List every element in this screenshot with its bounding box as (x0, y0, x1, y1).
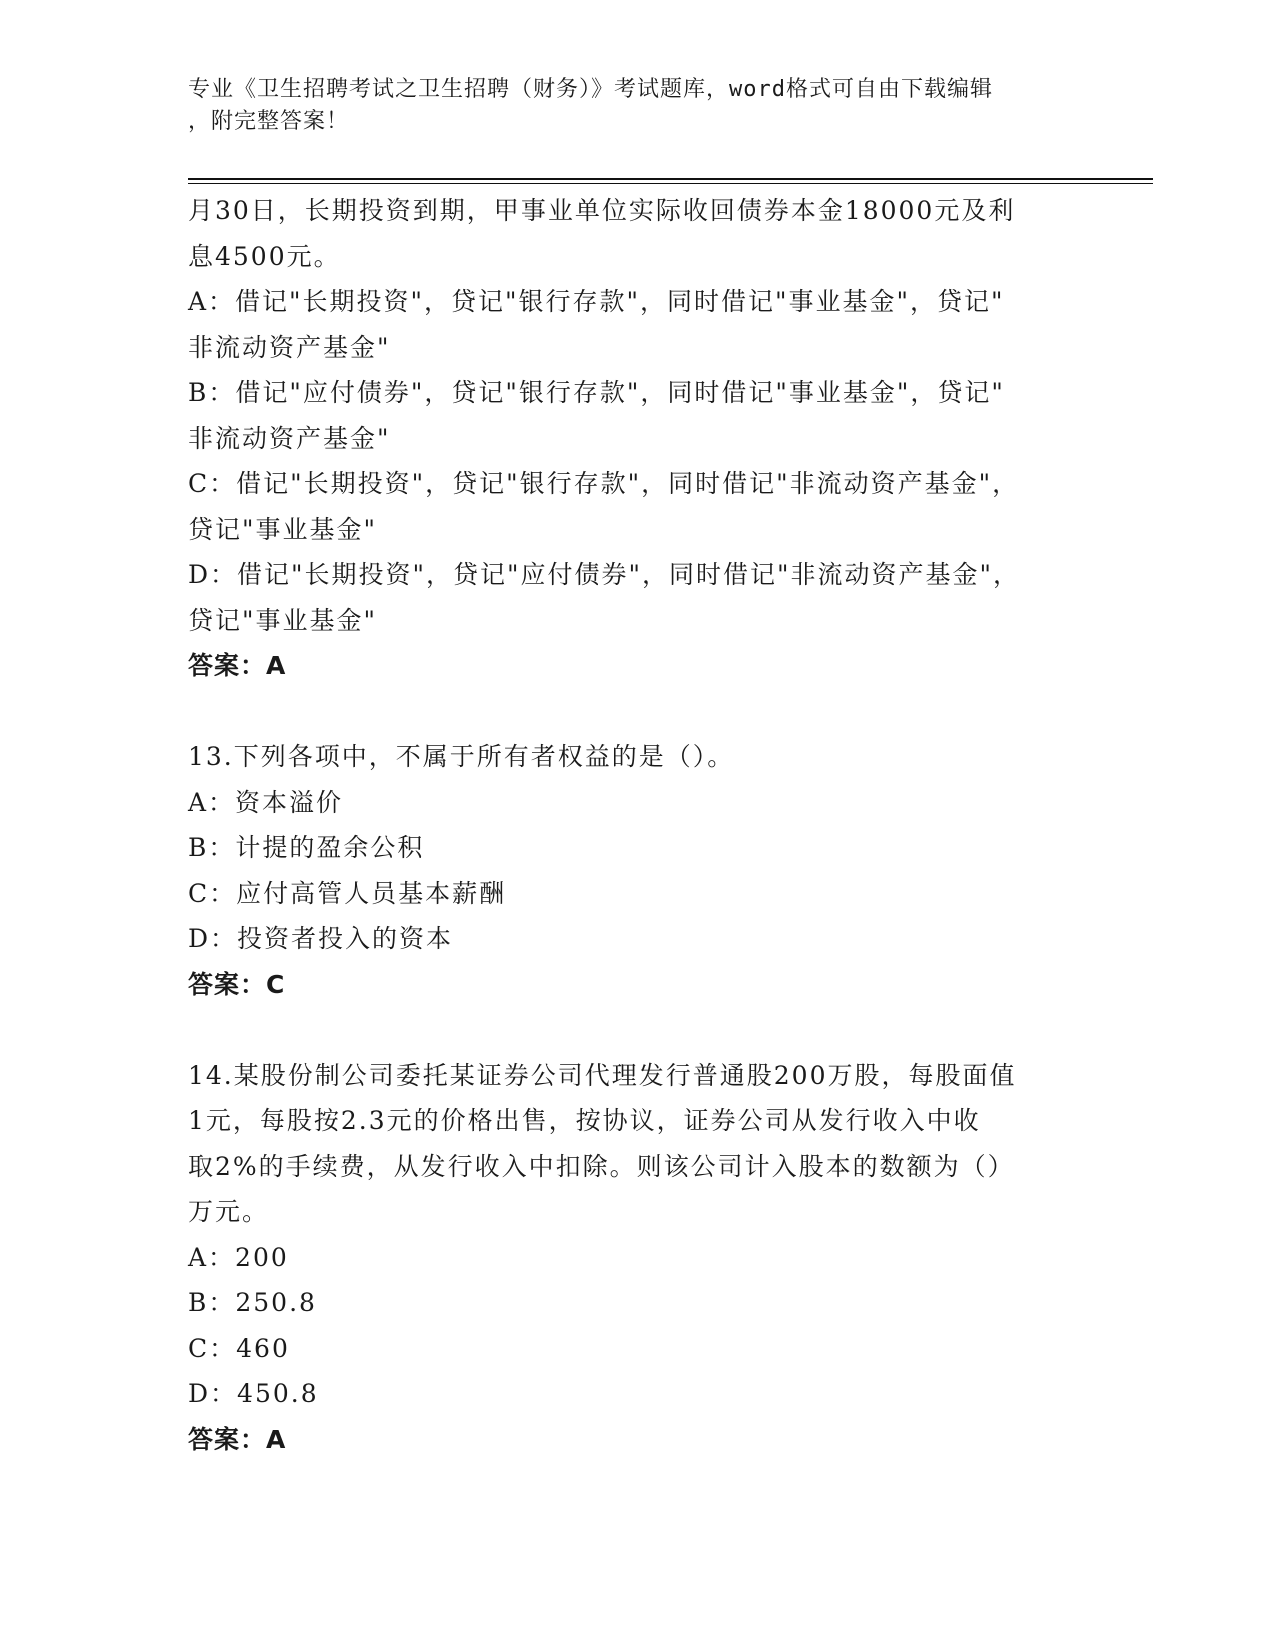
question-14-option-c: C：460 (188, 1333, 290, 1363)
header-divider-thick (188, 178, 1153, 180)
question-12-option-c-line-2: 贷记"事业基金" (188, 514, 377, 544)
question-12-option-a-line-1: A：借记"长期投资"，贷记"银行存款"，同时借记"事业基金"，贷记" (188, 287, 1005, 316)
document-header (188, 74, 1088, 138)
question-12-stem-line-1: 月30日，长期投资到期，甲事业单位实际收回债券本金18000元及利 (188, 196, 1016, 225)
question-content (188, 188, 1088, 1462)
question-14-stem-line-3: 取2%的手续费，从发行收入中扣除。则该公司计入股本的数额为（） (188, 1151, 1015, 1181)
question-14-stem-line-1: 14.某股份制公司委托某证券公司代理发行普通股200万股，每股面值 (188, 1060, 1017, 1090)
question-13-option-c: C：应付高管人员基本薪酬 (188, 878, 507, 908)
question-13-stem-line-1: 13.下列各项中，不属于所有者权益的是（）。 (188, 742, 735, 771)
question-12-option-b-line-2: 非流动资产基金" (188, 423, 391, 453)
question-13 (188, 734, 1088, 1007)
question-12-answer: 答案：A (188, 651, 287, 680)
header-divider-thin (188, 183, 1153, 184)
question-13-answer: 答案：C (188, 969, 286, 999)
question-spacer (188, 1007, 1088, 1053)
question-14-stem-line-4: 万元。 (188, 1197, 270, 1226)
question-13-option-d: D：投资者投入的资本 (188, 924, 454, 953)
question-spacer (188, 689, 1088, 735)
header-line-2: ，附完整答案！ (188, 109, 350, 134)
question-14-option-d: D：450.8 (188, 1379, 319, 1408)
question-14-option-a: A：200 (188, 1242, 289, 1272)
question-12-option-c-line-1: C：借记"长期投资"，贷记"银行存款"，同时借记"非流动资产基金"， (188, 469, 1020, 498)
question-12-option-a-line-2: 非流动资产基金" (188, 332, 391, 362)
question-13-option-a: A：资本溢价 (188, 787, 344, 817)
question-12-stem-line-2: 息4500元。 (188, 241, 341, 271)
question-14 (188, 1053, 1088, 1463)
question-12-option-d-line-1: D：借记"长期投资"，贷记"应付债券"，同时借记"非流动资产基金"， (188, 560, 1021, 589)
question-12-option-d-line-2: 贷记"事业基金" (188, 605, 377, 635)
question-14-answer: 答案：A (188, 1424, 287, 1454)
question-14-option-b: B：250.8 (188, 1288, 317, 1317)
question-13-option-b: B：计提的盈余公积 (188, 833, 425, 862)
question-14-stem-line-2: 1元，每股按2.3元的价格出售，按协议，证券公司从发行收入中收 (188, 1106, 981, 1135)
question-12 (188, 188, 1088, 689)
question-12-option-b-line-1: B：借记"应付债券"，贷记"银行存款"，同时借记"事业基金"，贷记" (188, 378, 1005, 407)
header-line-1: 专业《卫生招聘考试之卫生招聘（财务）》考试题库，word格式可自由下载编辑 (188, 77, 993, 102)
